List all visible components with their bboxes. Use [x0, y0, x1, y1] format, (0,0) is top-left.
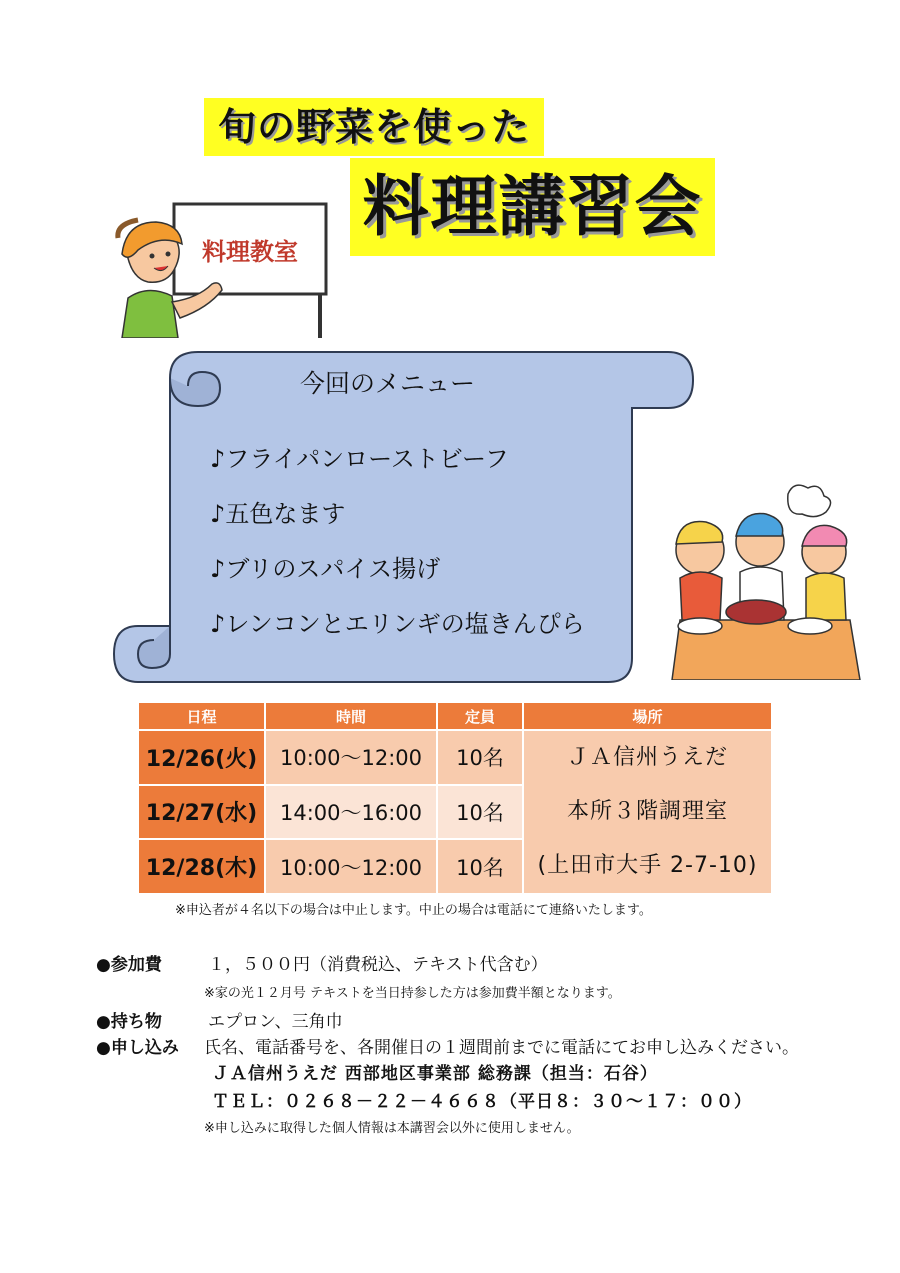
menu-item: ♪レンコンとエリンギの塩きんぴら	[210, 610, 585, 638]
menu-item: ♪五色なます	[210, 500, 346, 528]
column-header: 時間	[266, 703, 438, 731]
menu-heading: 今回のメニュー	[300, 369, 476, 398]
cancellation-note: ※申込者が４名以下の場合は中止します。中止の場合は電話にて連絡いたします。	[175, 903, 652, 918]
cooking-kids-illustration	[660, 480, 868, 680]
time-cell: 10:00〜12:00	[266, 840, 438, 895]
board-label: 料理教室	[202, 238, 298, 266]
date-cell: 12/28(木)	[139, 840, 266, 895]
table-header-row	[139, 703, 773, 731]
fee-note: ※家の光１２月号 テキストを当日持参した方は参加費半額となります。	[204, 986, 621, 1001]
date-cell: 12/26(火)	[139, 731, 266, 786]
fee-value: １，５００円（消費税込、テキスト代含む）	[208, 955, 548, 975]
teacher-illustration	[108, 198, 336, 338]
place-line: (上田市大手 2-7-10)	[537, 853, 758, 878]
schedule-table	[139, 703, 773, 895]
time-cell: 14:00〜16:00	[266, 786, 438, 841]
time-cell: 10:00〜12:00	[266, 731, 438, 786]
capacity-cell: 10名	[438, 731, 524, 786]
contact-org: ＪＡ信州うえだ 西部地区事業部 総務課（担当：石谷）	[212, 1064, 658, 1084]
date-cell: 12/27(水)	[139, 786, 266, 841]
capacity-cell: 10名	[438, 786, 524, 841]
capacity-cell: 10名	[438, 840, 524, 895]
title-line-1: 旬の野菜を使った	[204, 98, 544, 156]
menu-list	[210, 432, 585, 652]
fee-label: ●参加費	[96, 955, 162, 975]
table-row	[139, 731, 773, 786]
apply-label: ●申し込み	[96, 1038, 179, 1058]
apply-value: 氏名、電話番号を、各開催日の１週間前までに電話にてお申し込みください。	[204, 1038, 799, 1058]
column-header: 場所	[524, 703, 773, 731]
items-value: エプロン、三角巾	[208, 1012, 343, 1032]
place-line: 本所３階調理室	[566, 799, 728, 824]
place-line: ＪＡ信州うえだ	[566, 745, 728, 770]
column-header: 日程	[139, 703, 266, 731]
column-header: 定員	[438, 703, 524, 731]
items-label: ●持ち物	[96, 1012, 162, 1032]
contact-tel: ＴＥＬ：０２６８－２２－４６６８（平日８：３０〜１７：００）	[212, 1092, 752, 1112]
privacy-note: ※申し込みに取得した個人情報は本講習会以外に使用しません。	[204, 1121, 580, 1136]
menu-item: ♪フライパンローストビーフ	[210, 445, 509, 473]
menu-item: ♪ブリのスパイス揚げ	[210, 555, 441, 583]
place-cell	[524, 731, 773, 895]
title-line-2: 料理講習会	[350, 158, 715, 256]
